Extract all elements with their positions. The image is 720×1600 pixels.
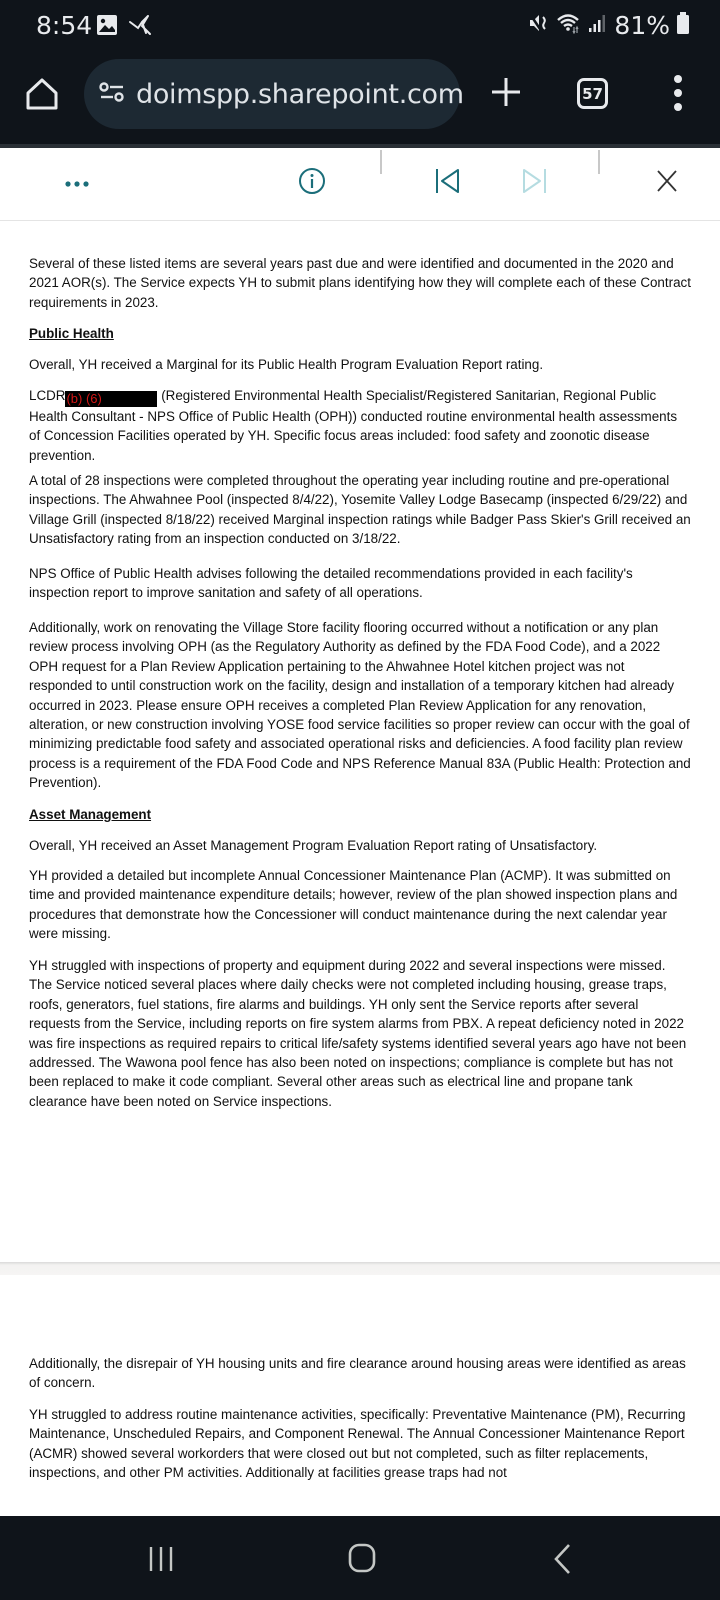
home-button[interactable]: [24, 76, 60, 112]
paragraph: Additionally, the disrepair of YH housing units and fire clearance around housing areas were identified as areas of concern.: [29, 1356, 686, 1391]
paragraph: Overall, YH received a Marginal for its Public Health Program Evaluation Report rating.: [29, 357, 544, 372]
status-left-icons: [96, 14, 156, 41]
next-page-button[interactable]: [520, 166, 548, 201]
paragraph: YH struggled to address routine maintenance activities, specifically: Preventative Maintenance (PM), Recurring Maintenance, Unscheduled Repairs, and Component Renewal. The Annual Concessioner Maintenance Report (ACMR) showed several workorders that were closed out but not completed, such as filter replacements, inspections, and other PM activities. Additionally at facilities grease traps had not: [29, 1407, 686, 1481]
more-options-button[interactable]: [64, 176, 92, 194]
status-right-icons: [528, 11, 690, 40]
paragraph: Overall, YH received an Asset Management Program Evaluation Report rating of Unsatisfactory.: [29, 838, 598, 853]
info-button[interactable]: [298, 167, 326, 200]
close-viewer-button[interactable]: [655, 168, 679, 199]
paragraph: NPS Office of Public Health advises following the detailed recommendations provided in each facility's inspection report to improve sanitation and safety of all operations.: [29, 566, 633, 601]
more-horizontal-icon: [64, 179, 92, 189]
address-bar[interactable]: [84, 59, 464, 129]
skip-previous-icon: [434, 166, 462, 196]
gallery-icon: [96, 14, 118, 41]
toolbar-divider: [380, 150, 382, 174]
heading-public-health: Public Health: [29, 326, 114, 341]
url-text[interactable]: doimspp.sharepoint.com: [136, 78, 464, 110]
browser-toolbar: [0, 52, 720, 144]
status-bar: [0, 0, 720, 52]
paragraph: YH provided a detailed but incomplete Annual Concessioner Maintenance Plan (ACMP). It was submitted on time and provided maintenance expenditure details; however, review of the plan showed inspection plans and procedures that demonstrate how the Concessioner will conduct maintenance during the next calendar year were missing.: [29, 868, 678, 942]
back-button[interactable]: [552, 1542, 572, 1581]
more-vertical-icon: [668, 72, 688, 116]
browser-menu-button[interactable]: [668, 72, 688, 116]
paragraph: YH struggled with inspections of property and equipment during 2022 and several inspections were missed. The Service noticed several places where daily checks were not completed including housing, grease traps, roofs, generators, fuel stations, fire alarms and buildings. YH only sent the Service reports after several requests from the Service, including reports on fire system alarms from PBX. A repeat deficiency noted in 2022 was fire inspections as required repairs to critical life/safety systems identified several years ago have not been addressed. The Wawona pool fence has also been noted on inspections; compliance is complete but has not been replaced to make it code compliant. Several other areas such as electrical line and propane tank clearance have been noted on Service inspections.: [29, 958, 687, 1109]
document-viewer-toolbar: [0, 144, 720, 221]
home-icon: [24, 76, 60, 112]
battery-icon: [676, 11, 690, 40]
tab-switcher-button[interactable]: 57: [577, 78, 608, 109]
page-break: [0, 1262, 720, 1275]
paragraph-text: (Registered Environmental Health Specialist/Registered Sanitarian, Regional Public Health Consultant - NPS Office of Public Health (OPH)) conducted routine environmental health assessments of Concession Facilities operated by YH. Specific focus areas included: food safety and zoonotic disease prevention.: [29, 388, 678, 463]
battery-percentage: 81%: [614, 11, 670, 40]
home-nav-button[interactable]: [347, 1542, 377, 1579]
toolbar-divider: [598, 150, 600, 174]
recent-apps-button[interactable]: [146, 1544, 176, 1579]
recent-apps-icon: [146, 1544, 176, 1574]
redaction-box: (b) (6): [65, 391, 157, 407]
new-tab-button[interactable]: [488, 74, 524, 110]
wifi-icon: [556, 12, 582, 39]
back-chevron-icon: [552, 1542, 572, 1576]
plus-icon: [488, 74, 524, 110]
rank-prefix: LCDR: [29, 388, 66, 403]
app-notification-icon: [128, 14, 156, 41]
info-icon: [298, 167, 326, 195]
paragraph: Additionally, work on renovating the Village Store facility flooring occurred without a notification or any plan review process involving OPH (as the Regulatory Authority as defined by the FDA Food Code), and a 2022 OPH request for a Plan Review Application pertaining to the Ahwahnee Hotel kitchen project was not responded to until construction work on the facility, design and installation of a temporary kitchen had already occurred in 2023. Please ensure OPH receives a completed Plan Review Application for any renovation, alteration, or new construction involving YOSE food service facilities so proper review can occur with the goal of minimizing predictable food safety and associated operational risks and deficiencies. A food facility plan review process is a requirement of the FDA Food Code and NPS Reference Manual 83A (Public Health: Protection and Prevention).: [29, 620, 691, 791]
close-icon: [655, 168, 679, 194]
heading-asset-management: Asset Management: [29, 807, 152, 822]
system-navigation-bar: [0, 1516, 720, 1600]
home-circle-icon: [347, 1542, 377, 1574]
mute-icon: [528, 12, 550, 39]
paragraph-lcdr: [29, 386, 691, 465]
skip-next-icon: [520, 166, 548, 196]
previous-page-button[interactable]: [434, 166, 462, 201]
paragraph: Several of these listed items are several years past due and were identified and documented in the 2020 and 2021 AOR(s). The Service expects YH to submit plans identifying how they will complete each of these Contract requirements in 2023.: [29, 256, 691, 310]
signal-icon: [588, 12, 608, 39]
site-settings-icon[interactable]: [98, 81, 126, 108]
paragraph: A total of 28 inspections were completed throughout the operating year including routine and pre-operational inspections. The Ahwahnee Pool (inspected 8/4/22), Yosemite Valley Lodge Basecamp (inspected 6/29/22) and Village Grill (inspected 8/18/22) received Marginal inspection ratings while Badger Pass Skier's Grill received an Unsatisfactory rating from an inspection conducted on 3/18/22.: [29, 473, 691, 547]
status-time: 8:54: [36, 11, 93, 40]
